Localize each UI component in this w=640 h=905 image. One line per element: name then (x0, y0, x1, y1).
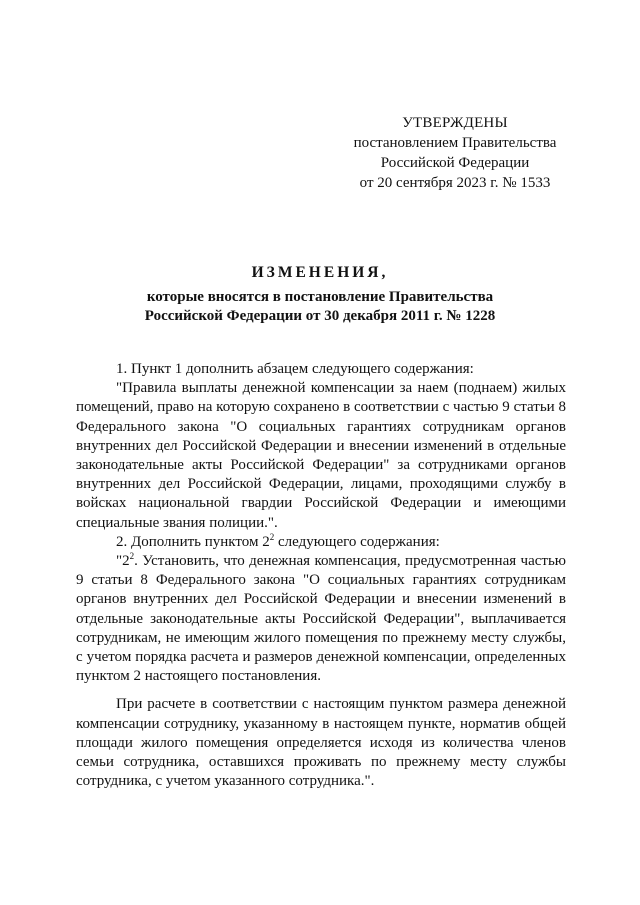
paragraph-5: При расчете в соответствии с настоящим пунктом размера денежной компенсации сотруднику, указанному в настоящем пункте, норматив общей площади жилого помещения определяется исходя из количества членов семьи сотрудника, оставшихся проживать по прежнему месту службы сотрудника, с учетом указанного сотрудника.". (76, 696, 566, 790)
paragraph-4 (76, 552, 566, 686)
paragraph-4-text-start: "2 (116, 553, 130, 570)
paragraph-4-superscript: 2 (129, 551, 135, 562)
approval-block (340, 113, 570, 193)
paragraph-1: 1. Пункт 1 дополнить абзацем следующего содержания: (116, 361, 474, 377)
paragraph-3-text-end: следующего содержания: (274, 533, 440, 550)
document-subtitle (0, 288, 640, 326)
subtitle-line-1: которые вносятся в постановление Правительства (146, 289, 494, 305)
subtitle-line-2: Российской Федерации от 30 декабря 2011 г. № 1228 (144, 308, 496, 324)
paragraph-4-text-end: . Установить, что денежная компенсация, предусмотренная частью 9 статьи 8 Федерального закона "О социальных гарантиях сотрудникам органов внутренних дел Российской Федерации и внесении изменений в отдельные законодательные акты Российской Федерации", выплачивается сотрудникам, не имеющим жилого помещения по прежнему месту службы, с учетом порядка расчета и размеров денежной компенсации, определенных пунктом 2 настоящего постановления. (76, 553, 566, 685)
document-title: ИЗМЕНЕНИЯ, (251, 264, 389, 281)
paragraph-3 (76, 533, 566, 552)
paragraph-2: "Правила выплаты денежной компенсации за наем (поднаем) жилых помещений, право на которую сохранено в соответствии с частью 9 статьи 8 Федерального закона "О социальных гарантиях сотрудникам органов внутренних дел Российской Федерации и внесении изменений в отдельные законодательные акты Российской Федерации" за сотрудниками органов внутренних дел Российской Федерации, лицами, проходящими службу в войсках национальной гвардии Российской Федерации и имеющими специальные звания полиции.". (76, 380, 566, 531)
approval-line-3: от 20 сентября 2023 г. № 1533 (359, 175, 551, 191)
approval-line-2: Российской Федерации (380, 155, 530, 171)
paragraph-3-superscript: 2 (269, 531, 275, 542)
approval-title: УТВЕРЖДЕНЫ (402, 115, 508, 131)
paragraph-3-text-start: 2. Дополнить пунктом 2 (116, 533, 270, 550)
document-body (76, 360, 566, 791)
approval-line-1: постановлением Правительства (353, 135, 557, 151)
